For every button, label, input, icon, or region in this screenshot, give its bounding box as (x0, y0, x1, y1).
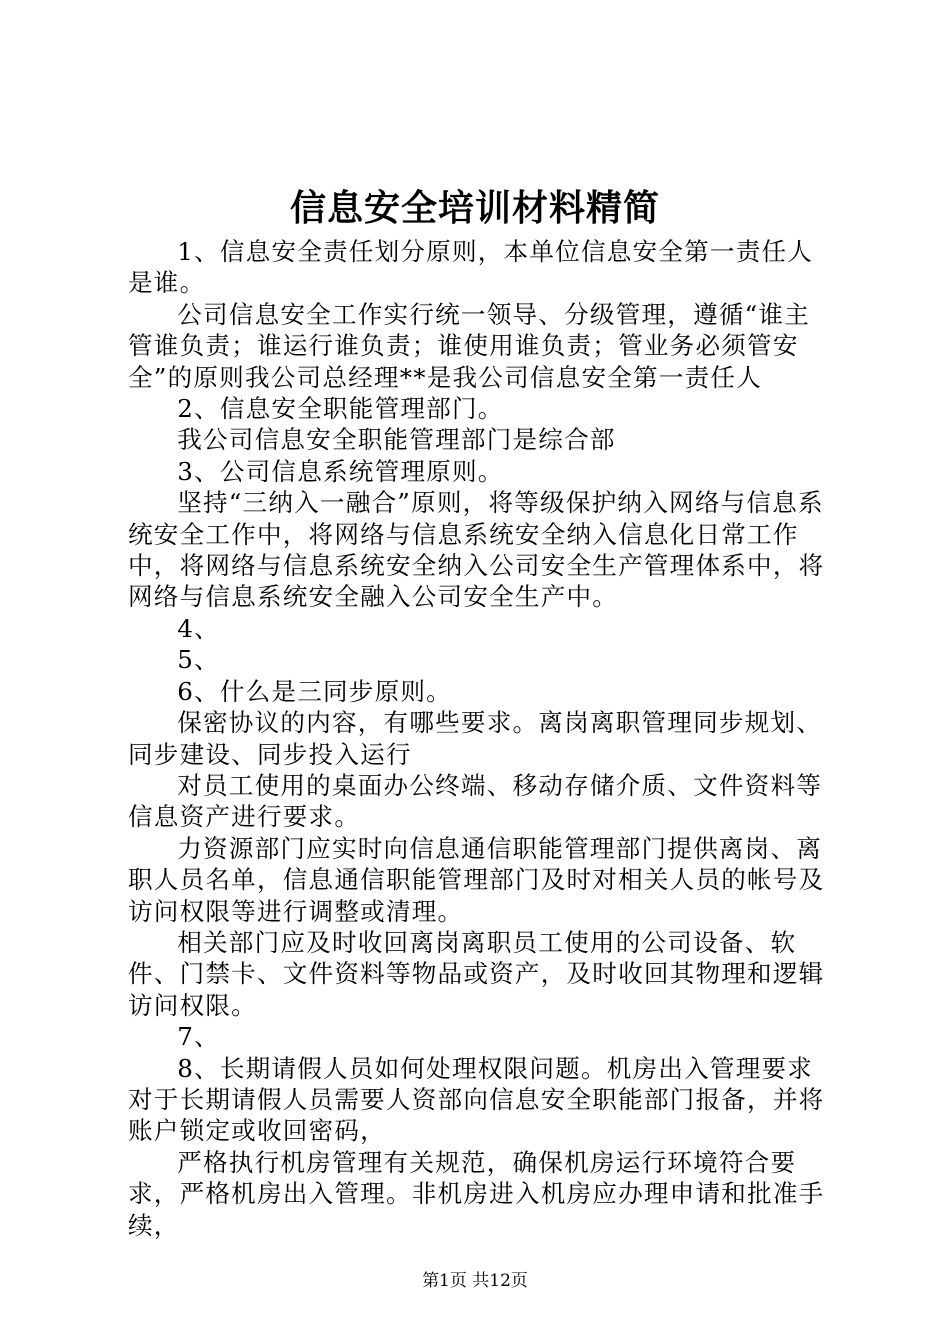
paragraph: 1、信息安全责任划分原则，本单位信息安全第一责任人是谁。 (128, 237, 814, 298)
document-title: 信息安全培训材料精简 (289, 187, 660, 229)
paragraph: 4、 (177, 613, 220, 643)
paragraph: 3、公司信息系统管理原则。 (177, 456, 504, 486)
paragraph: 8、长期请假人员如何处理权限问题。机房出入管理要求对于长期请假人员需要人资部向信息安全职能部门报备，并将账户锁定或收回密码， (128, 1053, 825, 1146)
paragraph: 相关部门应及时收回离岗离职员工使用的公司设备、软件、门禁卡、文件资料等物品或资产，及时收回其物理和逻辑访问权限。 (128, 927, 825, 1020)
paragraph: 对员工使用的桌面办公终端、移动存储介质、文件资料等信息资产进行要求。 (128, 770, 823, 832)
paragraph: 坚持“三纳入一融合”原则，将等级保护纳入网络与信息系统安全工作中，将网络与信息系统安全纳入信息化日常工作中，将网络与信息系统安全纳入公司安全生产管理体系中，将网络与信息系统安全融入公司安全生产中。 (128, 488, 825, 612)
paragraph: 5、 (177, 645, 220, 675)
paragraph: 公司信息安全工作实行统一领导、分级管理，遵循“谁主管谁负责；谁运行谁负责；谁使用谁负责；管业务必须管安全”的原则我公司总经理**是我公司信息安全第一责任人 (128, 299, 811, 392)
document-body (128, 236, 830, 1241)
paragraph: 7、 (177, 1022, 220, 1052)
paragraph: 力资源部门应实时向信息通信职能管理部门提供离岗、离职人员名单，信息通信职能管理部门及时对相关人员的帐号及访问权限等进行调整或清理。 (128, 833, 825, 926)
paragraph: 我公司信息安全职能管理部门是综合部 (177, 425, 616, 455)
paragraph: 保密协议的内容，有哪些要求。离岗离职管理同步规划、同步建设、同步投入运行 (128, 708, 823, 769)
page-footer: 第1页 共12页 (422, 1271, 528, 1291)
paragraph: 2、信息安全职能管理部门。 (177, 394, 504, 424)
paragraph: 严格执行机房管理有关规范，确保机房运行环境符合要求，严格机房出入管理。非机房进入机房应办理申请和批准手续， (128, 1147, 825, 1240)
paragraph: 6、什么是三同步原则。 (177, 676, 452, 706)
